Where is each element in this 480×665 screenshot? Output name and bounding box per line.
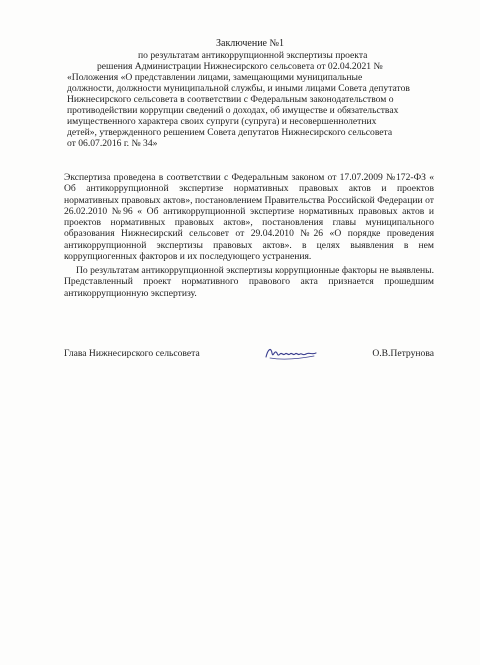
- subject-line: «Положения «О представлении лицами, замещающими муниципальные: [67, 72, 363, 83]
- document-title: Заключение №1: [216, 38, 285, 49]
- subject-line: от 06.07.2016 г. № 34»: [67, 138, 158, 149]
- paragraph-conclusion: По результатам антикоррупционной экспертизы коррупционные факторы не выявлены. Представленный проект нормативного правового акта признается прошедшим антикоррупционную экспертизу.: [64, 265, 434, 299]
- subject-line: имущественного характера своих супруги (супруга) и несовершеннолетних: [67, 116, 377, 127]
- paragraph-expertise: Экспертиза проведена в соответствии с Федеральным законом от 17.07.2009 №172-ФЗ « Об антикоррупционной экспертизе нормативных правовых актов и проектов нормативных правовых актов», постановлением Правительства Российской Федерации от 26.02.2010 №96 « Об антикоррупционной экспертизе нормативных правовых актов и проектов нормативных правовых актов», постановления главы муниципального образования Нижнесирский сельсовет от 29.04.2010 №26 «О порядке проведения антикоррупционной экспертизы правовых актов». в целях выявления в нем коррупциогенных факторов и их последующего устранения.: [64, 172, 434, 263]
- signature-row: [64, 345, 434, 365]
- subject-line: должности, должности муниципальной службы, и иными лицами Совета депутатов: [67, 83, 410, 94]
- subject-line: противодействии коррупции сведений о доходах, об имуществе и обязательствах: [67, 105, 399, 116]
- signature-role: Глава Нижнесирского сельсовета: [64, 348, 200, 359]
- document-subtitle-line1: по результатам антикоррупционной экспертизы проекта: [138, 50, 368, 61]
- handwritten-signature-icon: [262, 343, 322, 365]
- signature-name: О.В.Петрунова: [372, 348, 434, 359]
- document-subtitle-line2: решения Администрации Нижнесирского сельсовета от 02.04.2021 №: [97, 61, 383, 72]
- subject-line: детей», утвержденного решением Совета депутатов Нижнесирского сельсовета: [67, 127, 393, 138]
- subject-line: Нижнесирского сельсовета в соответствии с Федеральным законодательством о: [67, 94, 394, 105]
